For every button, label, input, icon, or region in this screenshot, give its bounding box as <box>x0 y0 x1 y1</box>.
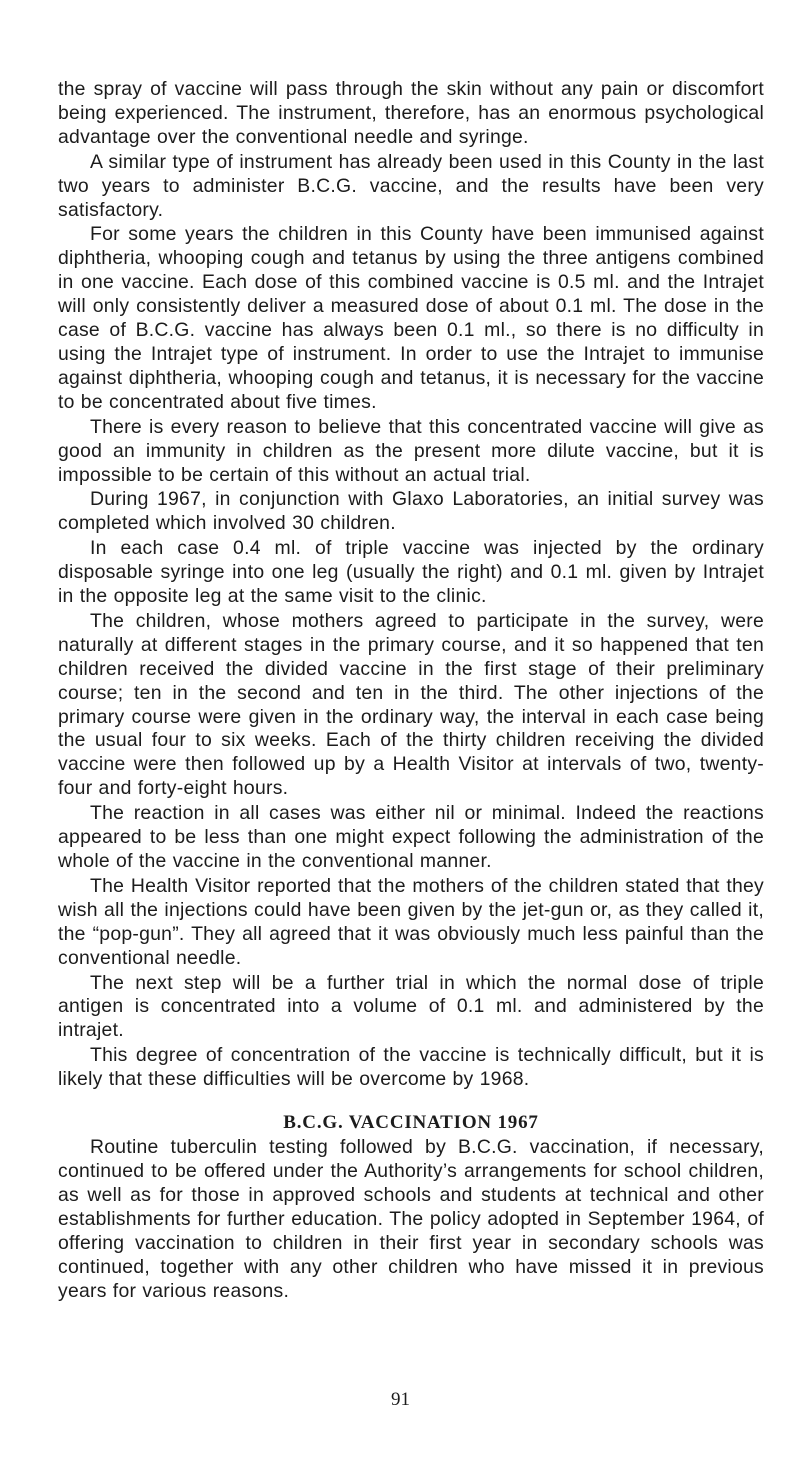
paragraph-children-stages: The children, whose mothers agreed to participate in the survey, were naturally at different stages in the primary course, and it so happened that ten children received the divided vaccine in the first stage of their preliminary course; ten in the second and ten in the third. The other injections of the primary course were given in the ordinary way, the interval in each case being the usual four to six weeks. Each of the thirty children receiving the divided vaccine were then followed up by a Health Visitor at intervals of two, twenty-four and forty-eight hours. <box>58 609 764 800</box>
paragraph-injection-method: In each case 0.4 ml. of triple vaccine was injected by the ordinary disposable syringe into one leg (usually the right) and 0.1 ml. given by Intrajet in the opposite leg at the same visit to the clinic. <box>58 537 764 608</box>
section-heading-bcg: B.C.G. VACCINATION 1967 <box>283 1112 539 1134</box>
paragraph-tuberculin-testing: Routine tuberculin testing followed by B.C.G. vaccination, if necessary, continued to be offered under the Authority’s arrangements for school children, as well as for those in approved schools and students at technical and other establishments for further education. The policy adopted in September 1964, of offering vaccination to children in their first year in secondary schools was continued, together with any other children who have missed it in previous years for various reasons. <box>58 1136 764 1302</box>
paragraph-continuation: the spray of vaccine will pass through the skin without any pain or discomfort being experienced. The instrument, therefore, has an enormous psychological advantage over the conventional needle and syringe. <box>58 78 764 148</box>
paragraph-similar-instrument: A similar type of instrument has already been used in this County in the last two years to administer B.C.G. vaccine, and the results have been very satisfactory. <box>58 150 764 221</box>
paragraph-glaxo-survey: During 1967, in conjunction with Glaxo Laboratories, an initial survey was completed which involved 30 children. <box>58 488 764 535</box>
paragraph-next-step: The next step will be a further trial in which the normal dose of triple antigen is concentrated into a volume of 0.1 ml. and administered by the intrajet. <box>58 971 764 1042</box>
paragraph-concentration-difficulty: This degree of concentration of the vaccine is technically difficult, but it is likely that these difficulties will be overcome by 1968. <box>58 1044 764 1091</box>
document-page <box>58 78 764 1303</box>
paragraph-combined-vaccine: For some years the children in this County have been immunised against diphtheria, whooping cough and tetanus by using the three antigens combined in one vaccine. Each dose of this combined vaccine is 0.5 ml. and the Intrajet will only consistently deliver a measured dose of about 0.1 ml. The dose in the case of B.C.G. vaccine has always been 0.1 ml., so there is no difficulty in using the Intrajet type of instrument. In order to use the Intrajet to immunise against diphtheria, whooping cough and tetanus, it is necessary for the vaccine to be concentrated about five times. <box>58 223 764 413</box>
paragraph-health-visitor: The Health Visitor reported that the mothers of the children stated that they wish all the injections could have been given by the jet-gun or, as they called it, the “pop-gun”. They all agreed that it was obviously much less painful than the conventional needle. <box>58 874 764 969</box>
paragraph-immunity-reason: There is every reason to believe that this concentrated vaccine will give as good an immunity in children as the present more dilute vaccine, but it is impossible to be certain of this without an actual trial. <box>58 415 764 486</box>
page-number: 91 <box>391 1389 410 1410</box>
paragraph-reactions: The reaction in all cases was either nil or minimal. Indeed the reactions appeared to be less than one might expect following the administration of the whole of the vaccine in the conventional manner. <box>58 802 764 872</box>
